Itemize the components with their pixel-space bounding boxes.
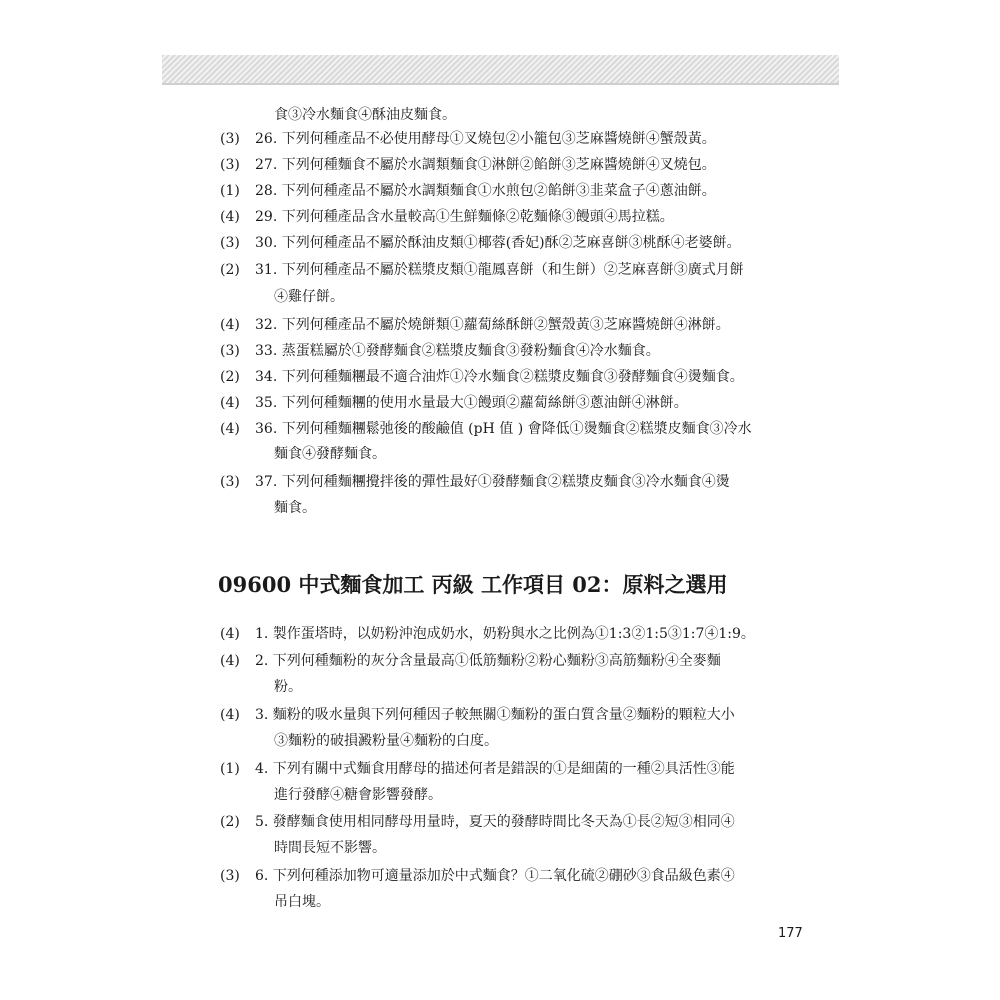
question-text: 3. 麵粉的吸水量與下列何種因子較無關①麵粉的蛋白質含量②麵粉的顆粒大小: [255, 707, 735, 723]
question-text: 26. 下列何種產品不必使用酵母①叉燒包②小籠包③芝麻醬燒餅④蟹殼黃。: [255, 131, 716, 147]
question-continuation-text: 食③冷水麵食④酥油皮麵食。: [274, 107, 456, 123]
question-continuation-text: 麵食④發酵麵食。: [274, 446, 386, 462]
question-text: 35. 下列何種麵糰的使用水量最大①饅頭②蘿蔔絲餅③蔥油餅④淋餅。: [255, 395, 688, 411]
answer-key: (4): [220, 653, 240, 669]
question-text: 5. 發酵麵食使用相同酵母用量時，夏天的發酵時間比冬天為①長②短③相同④: [255, 814, 735, 830]
answer-key: (2): [220, 814, 240, 830]
question-text: 36. 下列何種麵糰鬆弛後的酸鹼值 (pH 值 ) 會降低①燙麵食②糕漿皮麵食③冷水: [255, 421, 752, 437]
page-number: 177: [778, 926, 803, 941]
answer-key: (1): [220, 183, 240, 199]
answer-key: (3): [220, 131, 240, 147]
answer-key: (3): [220, 343, 240, 359]
answer-key: (3): [220, 868, 240, 884]
question-continuation-text: 麵食。: [274, 500, 316, 516]
answer-key: (1): [220, 761, 240, 777]
answer-key: (4): [220, 421, 240, 437]
answer-key: (4): [220, 626, 240, 642]
question-continuation-text: 粉。: [274, 679, 302, 695]
question-text: 29. 下列何種產品含水量較高①生鮮麵條②乾麵條③饅頭④馬拉糕。: [255, 209, 674, 225]
question-continuation-text: ④雞仔餅。: [274, 289, 344, 305]
question-text: 6. 下列何種添加物可適量添加於中式麵食？①二氧化硫②硼砂③食品級色素④: [255, 868, 735, 884]
question-text: 33. 蒸蛋糕屬於①發酵麵食②糕漿皮麵食③發粉麵食④冷水麵食。: [255, 343, 660, 359]
answer-key: (4): [220, 707, 240, 723]
question-text: 30. 下列何種產品不屬於酥油皮類①椰蓉(香妃)酥②芝麻喜餅③桃酥④老婆餅。: [255, 235, 741, 251]
question-text: 31. 下列何種產品不屬於糕漿皮類①龍鳳喜餅（和生餅）②芝麻喜餅③廣式月餅: [255, 262, 744, 278]
question-continuation-text: 進行發酵④糖會影響發酵。: [274, 787, 442, 803]
question-continuation-text: ③麵粉的破損澱粉量④麵粉的白度。: [274, 733, 498, 749]
question-text: 27. 下列何種麵食不屬於水調類麵食①淋餅②餡餅③芝麻醬燒餅④叉燒包。: [255, 157, 716, 173]
question-text: 1. 製作蛋塔時，以奶粉沖泡成奶水，奶粉與水之比例為①1:3②1:5③1:7④1:9。: [255, 626, 755, 642]
answer-key: (4): [220, 317, 240, 333]
answer-key: (2): [220, 369, 240, 385]
answer-key: (4): [220, 395, 240, 411]
question-text: 34. 下列何種麵糰最不適合油炸①冷水麵食②糕漿皮麵食③發酵麵食④燙麵食。: [255, 369, 744, 385]
question-text: 32. 下列何種產品不屬於燒餅類①蘿蔔絲酥餅②蟹殼黃③芝麻醬燒餅④淋餅。: [255, 317, 730, 333]
answer-key: (3): [220, 235, 240, 251]
section-title: 09600 中式麵食加工 丙級 工作項目 02：原料之選用: [218, 572, 728, 597]
answer-key: (4): [220, 209, 240, 225]
question-text: 37. 下列何種麵糰攪拌後的彈性最好①發酵麵食②糕漿皮麵食③冷水麵食④燙: [255, 474, 730, 490]
question-continuation-text: 吊白塊。: [274, 894, 330, 910]
answer-key: (3): [220, 474, 240, 490]
answer-key: (3): [220, 157, 240, 173]
question-text: 4. 下列有關中式麵食用酵母的描述何者是錯誤的①是細菌的一種②具活性③能: [255, 761, 735, 777]
answer-key: (2): [220, 262, 240, 278]
question-text: 2. 下列何種麵粉的灰分含量最高①低筋麵粉②粉心麵粉③高筋麵粉④全麥麵: [255, 653, 721, 669]
question-continuation-text: 時間長短不影響。: [274, 840, 386, 856]
question-text: 28. 下列何種產品不屬於水調類麵食①水煎包②餡餅③韭菜盒子④蔥油餅。: [255, 183, 716, 199]
